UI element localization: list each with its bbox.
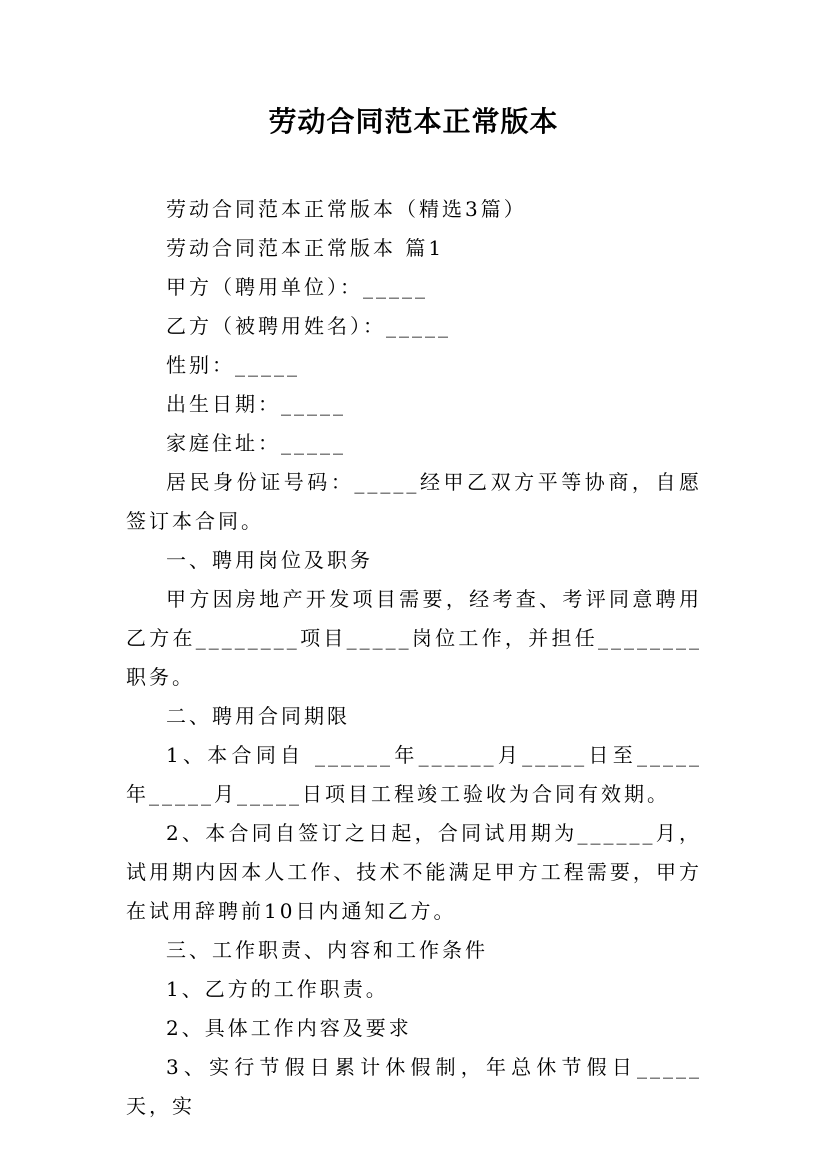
paragraph: 1、乙方的工作职责。 [166,977,389,1001]
paragraph: 劳动合同范本正常版本（精选3篇） [166,197,527,221]
paragraph: 劳动合同范本正常版本 篇1 [166,236,445,260]
paragraph: 3、实行节假日累计休假制，年总休节假日_____天，实 [126,1055,702,1118]
document-body [126,190,702,1126]
paragraph: 一、聘用岗位及职务 [166,548,373,572]
paragraph: 居民身份证号码：_____经甲乙双方平等协商，自愿签订本合同。 [126,470,702,533]
paragraph: 乙方（被聘用姓名）：_____ [166,314,451,338]
paragraph: 出生日期：_____ [166,392,346,416]
document-title: 劳动合同范本正常版本 [268,105,559,138]
paragraph: 家庭住址：_____ [166,431,346,455]
paragraph: 性别：_____ [166,353,300,377]
paragraph: 甲方因房地产开发项目需要，经考查、考评同意聘用乙方在________项目_____岗位工作，并担任________职务。 [126,587,702,689]
paragraph: 2、本合同自签订之日起，合同试用期为______月，试用期内因本人工作、技术不能满足甲方工程需要，甲方在试用辞聘前10日内通知乙方。 [126,821,702,923]
paragraph: 2、具体工作内容及要求 [166,1016,412,1040]
paragraph: 甲方（聘用单位）：_____ [166,275,428,299]
paragraph: 二、聘用合同期限 [166,704,350,728]
paragraph: 1、本合同自 ______年______月_____日至_____年_____月_____日项目工程竣工验收为合同有效期。 [126,743,702,806]
paragraph: 三、工作职责、内容和工作条件 [166,938,488,962]
